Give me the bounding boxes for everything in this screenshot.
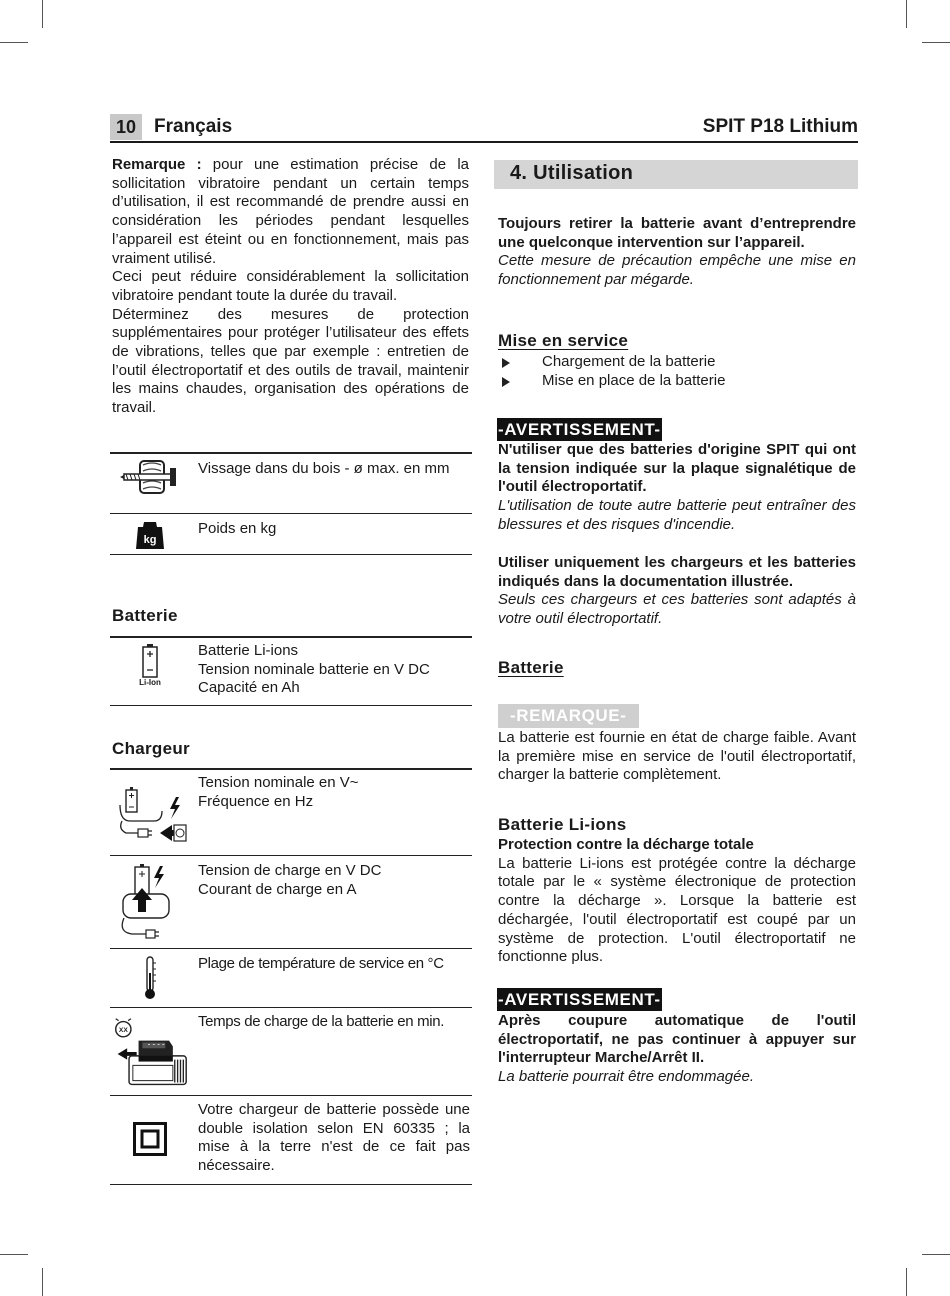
warning-badge: -AVERTISSEMENT- bbox=[498, 420, 661, 439]
page-header bbox=[110, 114, 858, 140]
li-ions-heading: Batterie Li-ions bbox=[498, 815, 627, 834]
remark-text: pour une estimation précise de la sollicitation vibratoire pendant un certain temps d’utilisation, il est recommandé de prendre aussi en considération les périodes pendant lesquelles l’appareil est éteint ou en fonctionnement, mais pas vraiment utilisé. bbox=[112, 156, 469, 267]
mise-en-service-list bbox=[498, 353, 725, 390]
header-rule bbox=[110, 141, 858, 143]
warning-3-block bbox=[498, 1012, 856, 1087]
list-item: Chargement de la batterie bbox=[498, 353, 725, 372]
weight-kg-icon bbox=[110, 520, 190, 550]
warning-2-block bbox=[498, 554, 856, 629]
warning-2-bold: Utiliser uniquement les chargeurs et les batteries indiqués dans la documentation illustrée. bbox=[498, 554, 856, 590]
charge-time-xx: XX bbox=[118, 1027, 128, 1035]
remark-label: Remarque : bbox=[112, 156, 202, 173]
mise-en-service-heading: Mise en service bbox=[498, 331, 629, 350]
crop-mark bbox=[0, 42, 28, 43]
charge-time-line: Temps de charge de la batterie en min. bbox=[198, 1013, 445, 1030]
crop-mark bbox=[922, 42, 950, 43]
wood-screw-line: Vissage dans du bois - ø max. en mm bbox=[198, 460, 450, 477]
wood-screw-icon bbox=[110, 457, 190, 497]
note-text: La batterie est fournie en état de charge faible. Avant la première mise en service de l'outil électroportatif, charger la batterie complètement. bbox=[498, 729, 856, 784]
intro-bold: Toujours retirer la batterie avant d’entreprendre une quelconque intervention sur l’appareil. bbox=[498, 215, 856, 251]
crop-mark bbox=[906, 0, 907, 28]
symbol-row-li-ion bbox=[110, 637, 472, 706]
crop-mark bbox=[922, 1254, 950, 1255]
li-ion-label: Li-Ion bbox=[139, 678, 161, 687]
battery-capacity-line: Capacité en Ah bbox=[198, 679, 300, 697]
vibration-remark bbox=[112, 156, 469, 418]
warning-badge: -AVERTISSEMENT- bbox=[498, 990, 661, 1009]
page-number: 10 bbox=[110, 114, 142, 140]
protection-block bbox=[498, 836, 856, 967]
list-item: Mise en place de la batterie bbox=[498, 372, 725, 391]
warning-1-italic: L'utilisation de toute autre batterie peut entraîner des blessures et des risques d'incendie. bbox=[498, 497, 856, 533]
charger-nominal-voltage-line: Tension nominale en V~ bbox=[198, 774, 359, 791]
batterie-heading-left: Batterie bbox=[112, 606, 178, 625]
symbol-row-weight bbox=[110, 514, 472, 555]
li-ion-battery-icon bbox=[110, 643, 190, 687]
charge-time-icon bbox=[110, 1016, 190, 1090]
symbol-row-double-insulation bbox=[110, 1096, 472, 1185]
charger-frequency-line: Fréquence en Hz bbox=[198, 792, 314, 810]
warning-2-italic: Seuls ces chargeurs et ces batteries sont adaptés à votre outil électroportatif. bbox=[498, 591, 856, 628]
crop-mark bbox=[42, 0, 43, 28]
charge-voltage-line: Tension de charge en V DC bbox=[198, 862, 382, 879]
battery-type-line: Batterie Li-ions bbox=[198, 642, 299, 659]
remark-paragraph-2: Ceci peut réduire considérablement la sollicitation vibratoire pendant toute la durée du travail. bbox=[112, 268, 469, 304]
thermometer-icon bbox=[110, 955, 190, 1001]
symbol-row-charge-time bbox=[110, 1008, 472, 1096]
warning-1-bold: N'utiliser que des batteries d'origine SPIT qui ont la tension indiquée sur la plaque signalétique de l'outil électroportatif. bbox=[498, 441, 856, 496]
section-title-bar bbox=[494, 160, 858, 189]
protection-text: La batterie Li-ions est protégée contre la décharge totale par le « système électronique de protection contre la décharge ». Lorsque la batterie est déchargée, l'outil électroportatif est coupé par un système de protection. L'outil électroportatif ne fonctionne plus. bbox=[498, 854, 856, 966]
symbol-row-temperature bbox=[110, 949, 472, 1008]
section-title: 4. Utilisation bbox=[510, 162, 634, 184]
chargeur-heading: Chargeur bbox=[112, 739, 190, 758]
warning-1-block bbox=[498, 441, 856, 535]
temperature-range-line: Plage de température de service en °C bbox=[198, 955, 444, 972]
intro-block bbox=[498, 215, 856, 290]
product-title: SPIT P18 Lithium bbox=[702, 116, 858, 137]
charger-input-icon bbox=[110, 781, 190, 847]
language-label: Français bbox=[154, 116, 233, 137]
charge-current-line: Courant de charge en A bbox=[198, 880, 357, 898]
crop-mark bbox=[42, 1268, 43, 1296]
intro-italic: Cette mesure de précaution empêche une mise en fonctionnement par mégarde. bbox=[498, 252, 856, 289]
double-insulation-icon bbox=[110, 1122, 190, 1156]
crop-mark bbox=[906, 1268, 907, 1296]
double-insulation-text: Votre chargeur de batterie possède une double isolation selon EN 60335 ; la mise à la terre n'est de ce fait pas nécessaire. bbox=[198, 1101, 470, 1175]
note-badge: -REMARQUE- bbox=[498, 704, 639, 728]
symbol-row-wood-screw bbox=[110, 453, 472, 514]
symbol-row-charge-output bbox=[110, 856, 472, 949]
weight-line: Poids en kg bbox=[198, 520, 277, 537]
remark-paragraph-3: Déterminez des mesures de protection supplémentaires pour protéger l’utilisateur des effets de vibrations, telles que par exemple : entretien de l’outil électroportatif et des outils de travail, maintenir les mains chaudes, organisation des opérations de travail. bbox=[112, 305, 469, 417]
protection-heading: Protection contre la décharge totale bbox=[498, 836, 754, 853]
warning-3-italic: La batterie pourrait être endommagée. bbox=[498, 1068, 754, 1086]
symbol-row-charger-input bbox=[110, 769, 472, 856]
warning-3-bold: Après coupure automatique de l'outil électroportatif, ne pas continuer à appuyer sur l'interrupteur Marche/Arrêt II. bbox=[498, 1012, 856, 1067]
charge-output-icon bbox=[110, 862, 190, 942]
battery-voltage-line: Tension nominale batterie en V DC bbox=[198, 660, 430, 678]
kg-label: kg bbox=[143, 534, 157, 546]
batterie-heading-right: Batterie bbox=[498, 658, 564, 677]
crop-mark bbox=[0, 1254, 28, 1255]
